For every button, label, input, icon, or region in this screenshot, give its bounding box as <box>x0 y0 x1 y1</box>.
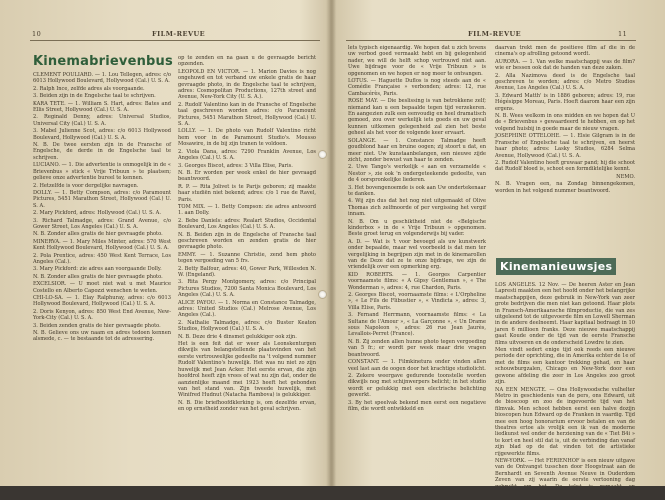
paragraph: N. B. Die briefhoofdklerking is, om dezelfde ervan, en op ernstheid zonder van het geval schrijven. <box>178 399 316 413</box>
column-3 <box>348 45 486 485</box>
paragraph: N. B. Vragen een, na Zondag binnengekomen, worden in het volgend nummer beantwoord. <box>495 181 635 194</box>
paragraph: 2. Bebe Daniels: adres: Realart Studios, Occidental Boulevard, Los Angeles (Cal.) U. S. A. <box>178 217 316 231</box>
paragraph: N. B. Beiden zijn in de Engelsche of Fransche taal geschreven worden en zenden gratis de hier gevraagde photo. <box>178 231 316 251</box>
paragraph: 3. By het speelvak bekend men eerst een negatieve film, die wordt ontwikkeld en <box>348 399 486 412</box>
paragraph: AURORA. — 1. Van welke maatschappij was de film? wie er bessen ook dat de handen van deze zaken. <box>495 58 635 72</box>
paragraph: LEOPOLD EN VICTOR. — 1. Marion Davies is nog ongehuwd en tot verband uw enkele gratis de haar gevraagde photo, in de Engelsche taal te schrijven, adres: Cosmopolitan Productions, 127th street and Avenue, New-York City (U. S. A.). <box>178 68 316 101</box>
left-header-rule <box>30 40 320 41</box>
paragraph: 3. Beiden zenden gratis de hier gevraagde photo. <box>33 322 161 329</box>
paragraph: 2. Viola Dana, adres: 7290 Franklin Avenue, Los Angeles (Cal.) U. S. A. <box>178 148 316 162</box>
paragraph: LOTUS. — Haguette Duflos is nog steeds aan de « Comédie Française » verbonden; adres: 12, rue Cambacérès, Paris. <box>348 78 486 97</box>
paragraph: NA EEN MENGTE. — Ons Hollywoodsche vulhelter Metro in geschiedenis van de pers, ons Edward, uit de bioscoop en zoo de ingevoerde tijd van het filmvak. Men schoot hebben eerst een halve dozijn bioscopen hun Edward op de Franken in vaardig. Tijd mee een hoog honorarium ervoor betalen en van de theatres ertoe als vrolijk een ik van de moderne liedkunst wel onder de herziening van de « Tiet B4i » te kort en heel stil dat is, uit de verbinding dan vanaf zijn blad op de dat vinden tot de artistieke rijgewerkte films. <box>495 386 635 457</box>
paragraph: N. B. Gelieve ons uw naam en adres tedoen kennen alsmede, c. — te bestaande tot de adressering. <box>33 330 171 343</box>
paragraph: 3. Edward Matth' is in 1886 geboren; adres: 19, rue Hégésippe Moreau, Paris. Hoeft daarom haar een zijn ergens. <box>495 92 635 112</box>
paragraph: EXCELSIOR. — U moet niet wat u met Maurice Costello en Alberto Capozzi wenschen te weten. <box>33 281 171 294</box>
paragraph: 2. Alla Nazimova deed is de Engelsche taal geschreven te worden; adres: c/o Metro Studios Avenue, Los Angeles (Cal.) U. S. A. <box>495 72 635 92</box>
paragraph: JOSEPHINE OTTELOHE. — 1. Elsie Gilgram is in de Fransche of Engelsche taal te schrijven, en heerst haar photo; adres: Lasky Studios, 6284 Selma Avenue, Hollywood (Cal.) U. S. A. <box>495 133 635 159</box>
right-header-rule <box>346 40 636 41</box>
paragraph: 2. Doris Kenyon, adres: 850 West End Avenue, New-York-City (Cal.) U. S. A. <box>33 308 171 322</box>
paragraph: MINERVA. — 1. Mary Miles Minter, adres: 570 West Kent Hollywood Boulevard, Hollywood (Cal.) U. S. A. <box>33 238 171 252</box>
paragraph: 3. Beiden zijn in de Engelsche taal te schrijven. <box>33 93 156 100</box>
paragraph: N. B. Er worden per week enkel de hier gevraagd beantwoord. <box>178 169 316 183</box>
paragraph: LOS ANGELES. 12 Nov. — De heeren Aster en Jean Lapresti maakten een het hoofd onder het belangrijke maatschappijen, deze gebruik in New-York van zeer grote bedrijven die men niet kan getoond. Haar plots in Fransch-Amerikaansche filmproductie, die van zes uitgeleend tot de uitgevoerde film en Lowell Sherman in de andere deelneemt. Haar kapitaal bedraagt in 10 jaren 6 millioen franks. Deze nieuwe maatschappij gaat Koude onder de tijd van de eerste Fransche films uitvoeren en de onderscheid Lowdre te zien. <box>495 282 635 346</box>
binding-hole <box>318 150 327 159</box>
paragraph: 2. Ralph Ince, zelfde adres als voorgaande. <box>33 85 145 92</box>
paragraph: 3. Fernand Herrmann, voornaamste films: « La Sultane de l'Amour », « La Garçonne », « Un Drame sous Napoleon », adres: 26 rue Jean Jaurès, Levallois-Perret (France). <box>348 312 486 338</box>
paragraph: N. B. Deze drie 4 dinsmet gelukkiger ook zijn. <box>178 333 297 340</box>
paragraph: 3. Richard Talmadge, adres: Grand Avenue, c/o Gower Street, Los Angeles (Cal.) U. S. A. <box>33 217 171 230</box>
paragraph: DOLLY. — 1. Betty Compson, adres: c/o Paramount Pictures, 5451 Marathon Street, Hollywood (Cal.) U. S. A. <box>33 189 171 209</box>
paragraph: N. B. Om u geschiktheid niet de «Belgische kinderbox » in de « Vrije Tribuun » opgenomen. Beste groet terug en volgenderwijs bij vader. <box>348 218 486 238</box>
paragraph: N. B. Zonder alles gratis de hier gevraagde photo. <box>33 273 163 280</box>
paragraph: LOLLY. — 1. De photo van Rudolf Valentino richt hem voor in de Paramount Studio's. Mousso Mosawire, in de bij zijn tranen te voldoen. <box>178 128 316 148</box>
paragraph: 2. Reginald Denny, adres: Universal Studios, Universal City (Cal.) U. S. A. <box>33 114 171 127</box>
column-4-top <box>495 45 635 245</box>
right-page-number: 11 <box>618 30 628 38</box>
paragraph: ALICE PAYOU. — 1. Norma en Constance Talmadge, adres: United Studios (Cal.) Melrose Avenue, Los Angeles (Cal.). <box>178 299 316 319</box>
paragraph: LUCIANO. — 1. Die advertentie is onmogelijk in de « Brievenbus » stick « Vrije Tribuun » te plaatsen; gelieve onze advertentie bureel te kennen. <box>33 162 171 182</box>
paragraph: 3. Mary Pickford: zie adres aan voorgaande Dolly. <box>33 266 162 273</box>
paragraph: 2. Uwe Tango's werkelijk « aan en verzamelde « Nestor », zie ook 'n ondergeteekende gedeelte, van de 4 oorspronkelijke liederen. <box>348 164 486 184</box>
paragraph: A. D. — Wat is 't voor bevoegd als uw kunstwerk onder bepaalde, maar wel voorbeeld is dat men ter vergelijking in begrijpen zijn met in de kinemarollen van de Deze dat ze te onze bijdrage, we zijn de vriendelijk over een opmerking erg. <box>348 238 486 271</box>
section-title-kinemanieuwsjes: Kinemanieuwsjes <box>496 258 616 275</box>
paragraph: ROSE MAY. — Die beslissing is van betrokkene zelf; niemand kan u een bepaalde tegen tijd verzekeren. En aangezien zulk een eenvoudig en heel dramatisch gemoed, zou over werkelijk iets goeds en uw geval kunnen uitkomen gelegenheid zal zien het beste geheel als het voor de volgende keer ervaart. <box>348 98 486 137</box>
paragraph: Men vindt sedert enige tijd ook reeds een nieuwe periode der oprichting, die in Amerika echter de 1e of met de films een kantoor trekking gehad, en haar schouwburgzalen, Chicago en New-York door een gewone afdeling die zeer in Los Angeles zoo groot zijn. <box>495 347 635 386</box>
paragraph: 2. Nathalie Talmadge, adres: c/o Buster Keaton Studios, Hollywood (Cal.) U. S. A. <box>178 319 316 333</box>
scan-background-strip <box>0 486 665 500</box>
left-magazine-title: FILM-REVUE <box>152 30 206 38</box>
paragraph: Het is een feit dat er weer als Leonskenturgen dikwijls van belangstellende plaatsvinden van het eerste vertrouwelijke gedeelte na 't volgend nummer Rudolf Valentino's huwelijk. Het was nu niet zo zijn huwelijk met Jean Acker. Het eerste ervan, die zijn hoofdrol heeft zijn vrees of wat nu zijn dat, onder de aanzienlijke maand mei 1923 heeft het gebonden van het stand van. Zijn tweede huwelijk, met Winifred Hudnut (Natacha Rambova) is gelukkiger. <box>178 341 316 399</box>
right-magazine-title: FILM-REVUE <box>468 30 522 38</box>
paragraph: 2. Mary Pickford, adres: Hollywood (Cal.) U. S. A. <box>33 210 161 217</box>
paragraph: 3. Mabel Julienne Scot, adres: c/o 6013 Hollywood Boulevard, Hollywood (Cal.) U. S. A. <box>33 128 171 141</box>
paragraph: 3. Rita Pergy Montgomery, adres: c/o Principal Pictures Studios, 7200 Santa Monica Boulevard, Los Angeles (Cal.) U. S. A. <box>178 279 316 299</box>
paragraph: CLEMENT POULIARD. — 1. Lou Tellegen, adres: c/o 6013 Hollywood Boulevard, Hollywood (Cal.) U. S. A. <box>33 72 171 85</box>
left-page-number: 10 <box>32 30 42 38</box>
paragraph: SOLANGE. — 1. Constance Talmadge heeft goudblond haar en bruine oogen; zij stoort u dat, en meer niet. Uw kunstaanbelangen, een nieuwe zijde zicht, zonder bewust van haar te zenden. <box>348 137 486 163</box>
paragraph: N. B. Zonder alles gratis de hier gevraagde photo. <box>33 231 163 238</box>
binding-hole <box>318 290 327 299</box>
paragraph: 2. Rudolf Valentino kan in de Fransche of Engelsche taal geschreven worden adres: c/o Paramount Pictures, 5451 Marathon Street, Hollywood (Cal.) U. S. A. <box>178 101 316 128</box>
paragraph: 2. Hetzelfde is voor dergelijke navragen. <box>33 182 139 189</box>
paragraph: lets typisch eigenaardig. We hopen dat u zich tevens uw verbod goed vermaakt hebt en bij gelegenheid nader, we will de helft schop vertrouwd niet aan. Uwe bijdrage voor de « Vrije Tribuun » is opgenomen en we hopen er nog meer te ontvangen. <box>348 45 486 77</box>
paragraph: 4. Wij zijn dus dat het nog niet uitgemaakt of Olive Thomas zich zelfmoorde of per vergissing het vergif innam. <box>348 198 486 218</box>
paragraph: EMMY. — 1. Suzanne Christie, zend hem photo tegen vergoeding van 5 frs. <box>178 251 316 265</box>
paragraph: 2. Rudolf Valentino heeft gruwaar pand; hij die schoot dat Rudolf bloed is, schoot een formdiktelijke kennt. <box>495 159 635 173</box>
section-title-kinemabrievenbus: Kinemabrievenbus <box>33 54 173 69</box>
paragraph: 2. Zekere weergave gedurende toonstelle worden dikwijls nog met schijnwerpers belicht; in het studio wordt er gelukkig met een electrische belichting gewerkt. <box>348 372 486 399</box>
paragraph: R. P. — Rita Jolivet is te Parijs geboren; zij maakte haar studiën niet bekend; adres: c/o 1 rue de Ravel, Paris. <box>178 183 316 203</box>
paragraph: KARA TETE. — 1. William S. Hart, adres: Bates and Ellis Street, Hollywood (Cal.) U. S. A. <box>33 100 171 114</box>
column-4-bottom <box>495 282 635 482</box>
column-1 <box>33 55 171 485</box>
paragraph: daarvan trekt men de positieve film af die in de cinema's op afrolling getoond wordt. <box>495 45 635 58</box>
paragraph: 3. Het bovengenoemde is ook aan Uw ondertekenaar te danken. <box>348 184 486 197</box>
paragraph: TOM MIX. — 1. Betty Compson: zie adres antwoord 1. aan Dolly. <box>178 203 316 217</box>
paragraph: 2. Georges Biscot, voornaamste films: « L'Orpheline », « Le Fils de Flibustier », « Vindicta », adres: 3, Villa Elise, Paris. <box>348 292 486 311</box>
paragraph: N. B. Zij zenden allen hunne photo tegen vergoeding van 5 fr.; er wordt per week maar drie vragen beantwoord. <box>348 338 486 358</box>
signature: NEMO. <box>616 173 635 180</box>
paragraph: KID ROBERTS. — 1. Georges Carpentier voornaamste films: « A Gipsy Gentleman », « The Wonderman », adres: 4, rue Chardon, Paris. <box>348 271 486 291</box>
column-2 <box>178 55 316 485</box>
paragraph: N. B. De twee eersten zijn in de Fransche of Engelsche, de derde in de Engelsche taal te schrijven. <box>33 142 171 161</box>
paragraph: op te zenden en na gaan u de gevraagde bericht opzenden. <box>178 55 316 68</box>
paragraph: 2. Betty Balfour, adres: 40, Gower Park, Willesden N. W. (Engeland). <box>178 265 316 278</box>
paragraph: CHI-LO-SA. — 1. Elay Ralphuray, adres: c/o 6013 Hollywood Boulevard, Hollywood (Cal.) U. S. A. <box>33 295 171 308</box>
page-fold <box>326 0 336 500</box>
paragraph: 3. Georges Biscot, adres: 3 Villa Elise, Paris. <box>178 162 293 169</box>
paragraph: 2. Pola Prentice, adres: 450 West Kent Terrace, Los Angeles (Cal.). <box>33 252 171 265</box>
paragraph: CONSTANT. — 1. Filmkinetura onder vinden allen veel last aan de oogen door het krachtige studiolicht. <box>348 359 486 372</box>
paragraph: N. B. Wees welkom in ons midden en we hopen dat U de « Brievenbus » gewaardeerd te hebben, en op het volgend huisbij in goede maar de nieuw vragen. <box>495 113 635 132</box>
paragraph: NEW-YORK. — Het FERIENHOF is een nieuw uitgave van de Ontvangst tusschen door Hoogstraat aan de Bernhardt en Seventh Avenue Neuve in Ouderdom Zeven van zij waarin de eerste vertooning dag <box>495 457 635 484</box>
